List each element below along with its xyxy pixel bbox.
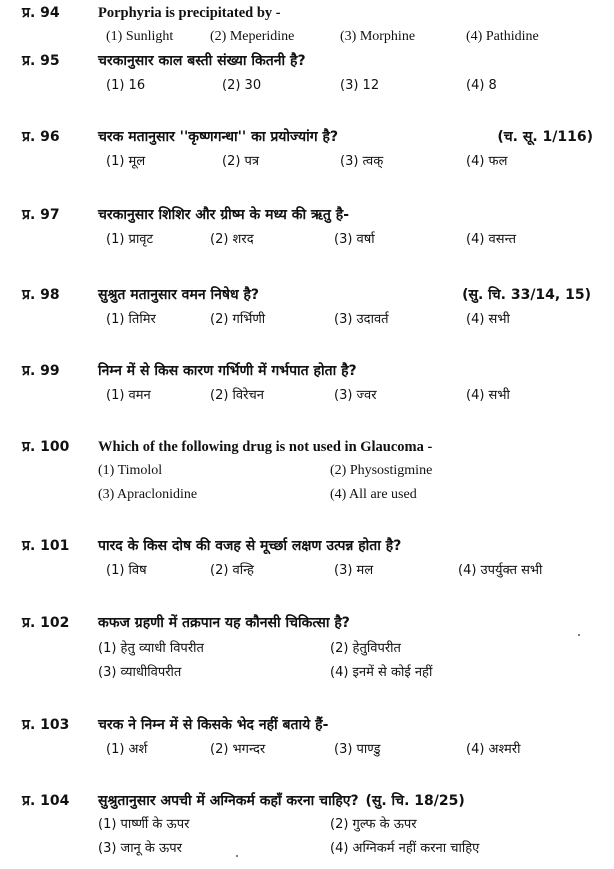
question-text: पारद के किस दोष की वजह से मूर्च्छा लक्षण उत्पन्न होता है?: [98, 538, 402, 554]
option-2: (2) Meperidine: [210, 29, 295, 44]
question-text: चरकानुसार काल बस्ती संख्या कितनी है?: [98, 53, 306, 69]
option-2: (2) गुल्फ के ऊपर: [330, 817, 417, 832]
question-number: प्र. 96: [22, 129, 60, 145]
question-text-main: सुश्रुतानुसार अपची में अग्निकर्म कहाँ करना चाहिए?: [98, 793, 359, 809]
question-text-main: चरक मतानुसार ''कृष्णगन्धा'' का प्रयोज्यांग है?: [98, 129, 339, 145]
option-2: (2) भगन्दर: [210, 742, 266, 757]
option-1: (1) हेतु व्याधी विपरीत: [98, 641, 204, 656]
question-number: प्र. 103: [22, 717, 70, 733]
option-4: (4) All are used: [330, 487, 417, 502]
option-1: (1) पार्ष्णी के ऊपर: [98, 817, 190, 832]
scan-speck: [578, 634, 580, 636]
option-1: (1) Timolol: [98, 463, 163, 478]
question-number: प्र. 97: [22, 207, 60, 223]
question-text: निम्न में से किस कारण गर्भिणी में गर्भपात होता है?: [98, 363, 357, 379]
question-text-main: सुश्रुत मतानुसार वमन निषेध है?: [98, 287, 259, 303]
scan-speck: [236, 855, 238, 857]
option-2: (2) गर्भिणी: [210, 312, 266, 327]
option-3: (3) वर्षा: [334, 232, 375, 247]
option-1: (1) तिमिर: [106, 312, 156, 327]
option-4: (4) इनमें से कोई नहीं: [330, 665, 433, 680]
option-3: (3) ज्वर: [334, 388, 377, 403]
option-1: (1) अर्श: [106, 742, 148, 757]
option-2: (2) Physostigmine: [330, 463, 433, 478]
option-4: (4) Pathidine: [466, 29, 539, 44]
question-number: प्र. 100: [22, 439, 70, 455]
option-2: (2) 30: [222, 78, 262, 93]
question-number: प्र. 101: [22, 538, 70, 554]
option-1: (1) विष: [106, 563, 147, 578]
question-text: [98, 286, 603, 304]
option-4: (4) वसन्त: [466, 232, 516, 247]
question-number: प्र. 104: [22, 793, 70, 809]
question-text: कफज ग्रहणी में तक्रपान यह कौनसी चिकित्सा है?: [98, 615, 350, 631]
reference: (सु. चि. 33/14, 15): [462, 287, 591, 303]
option-2: (2) शरद: [210, 232, 254, 247]
option-1: (1) Sunlight: [106, 29, 174, 44]
question-text: Which of the following drug is not used in Glaucoma -: [98, 439, 433, 455]
option-4: (4) 8: [466, 78, 497, 93]
question-text: चरकानुसार शिशिर और ग्रीष्म के मध्य की ऋतु है-: [98, 207, 350, 223]
option-3: (3) व्याधीविपरीत: [98, 665, 182, 680]
option-3: (3) पाण्डु: [334, 742, 381, 757]
question-text: चरक ने निम्न में से किसके भेद नहीं बताये हैं-: [98, 717, 329, 733]
option-3: (3) जानू के ऊपर: [98, 841, 182, 856]
option-3: (3) 12: [340, 78, 380, 93]
question-text: [98, 128, 603, 146]
question-number: प्र. 94: [22, 5, 60, 21]
option-4: (4) सभी: [466, 312, 510, 327]
question-number: प्र. 99: [22, 363, 60, 379]
option-3: (3) उदावर्त: [334, 312, 389, 327]
question-number: प्र. 95: [22, 53, 60, 69]
option-4: (4) अश्मरी: [466, 742, 521, 757]
question-text: Porphyria is precipitated by -: [98, 5, 281, 21]
option-4: (4) अग्निकर्म नहीं करना चाहिए: [330, 841, 480, 856]
question-number: प्र. 102: [22, 615, 70, 631]
reference: (च. सू. 1/116): [497, 129, 593, 145]
option-3: (3) मल: [334, 563, 374, 578]
option-1: (1) प्रावृट: [106, 232, 154, 247]
option-2: (2) वन्हि: [210, 563, 254, 578]
option-4: (4) सभी: [466, 388, 510, 403]
option-1: (1) वमन: [106, 388, 151, 403]
option-3: (3) Apraclonidine: [98, 487, 198, 502]
question-text: [98, 792, 603, 810]
option-2: (2) विरेचन: [210, 388, 264, 403]
question-number: प्र. 98: [22, 287, 60, 303]
option-1: (1) 16: [106, 78, 146, 93]
reference: (सु. चि. 18/25): [365, 793, 465, 809]
option-1: (1) मूल: [106, 154, 146, 169]
option-4: (4) फल: [466, 154, 508, 169]
option-2: (2) हेतुविपरीत: [330, 641, 401, 656]
option-2: (2) पत्र: [222, 154, 260, 169]
option-3: (3) Morphine: [340, 29, 416, 44]
option-4: (4) उपर्युक्त सभी: [458, 563, 543, 578]
option-3: (3) त्वक्: [340, 154, 384, 169]
